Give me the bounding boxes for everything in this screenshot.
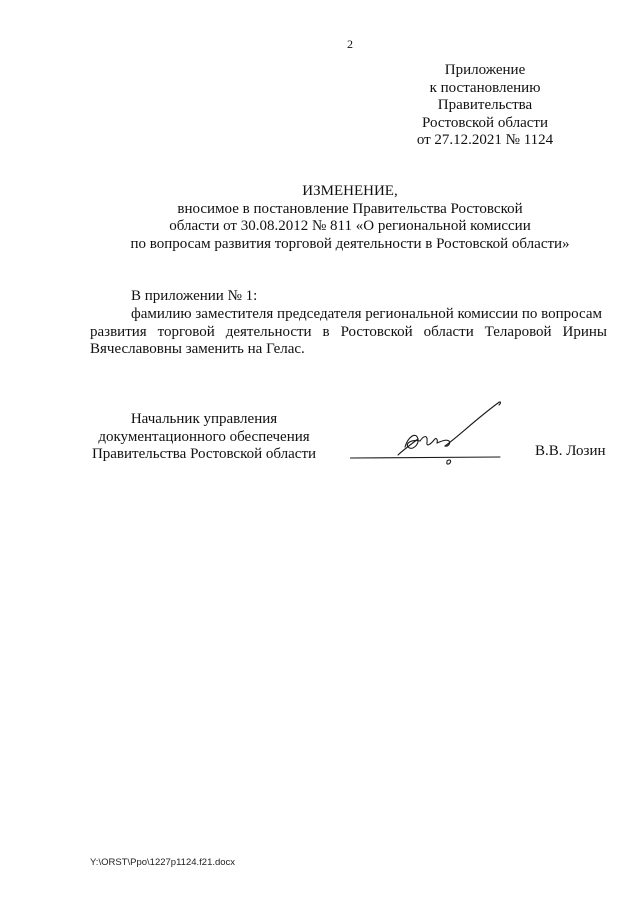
footer-file-path: Y:\ORST\Ppo\1227p1124.f21.docx bbox=[90, 857, 236, 868]
appendix-line: от 27.12.2021 № 1124 bbox=[416, 132, 554, 149]
body-line: фамилию заместителя председателя региональной комиссии по вопросам bbox=[131, 306, 603, 322]
body-lead: В приложении № 1: bbox=[131, 288, 258, 304]
signer-position-line: Правительства Ростовской области bbox=[91, 446, 317, 463]
appendix-line: к постановлению bbox=[429, 79, 541, 96]
appendix-line: Ростовской области bbox=[422, 114, 548, 131]
signer-position bbox=[88, 411, 320, 464]
body-line: развития торговой деятельности в Ростовской области Теларовой Ирины bbox=[90, 323, 607, 340]
title-heading: ИЗМЕНЕНИЕ, bbox=[302, 183, 398, 199]
title-line: вносимое в постановление Правительства Ростовской bbox=[177, 200, 523, 217]
appendix-header bbox=[385, 62, 585, 150]
handwritten-signature bbox=[350, 395, 510, 475]
signer-name: В.В. Лозин bbox=[535, 443, 606, 459]
title-line: по вопросам развития торговой деятельности в Ростовской области» bbox=[130, 235, 570, 252]
title-line: области от 30.08.2012 № 811 «О региональной комиссии bbox=[169, 218, 531, 235]
body-paragraph bbox=[90, 306, 607, 359]
appendix-line: Приложение bbox=[444, 62, 526, 78]
signer-position-line: Начальник управления bbox=[130, 411, 278, 427]
body-line: Вячеславовны заменить на Гелас. bbox=[90, 341, 305, 358]
page-number: 2 bbox=[347, 37, 353, 51]
signer-position-line: документационного обеспечения bbox=[98, 428, 310, 445]
appendix-line: Правительства bbox=[437, 97, 533, 114]
document-title bbox=[0, 183, 640, 253]
